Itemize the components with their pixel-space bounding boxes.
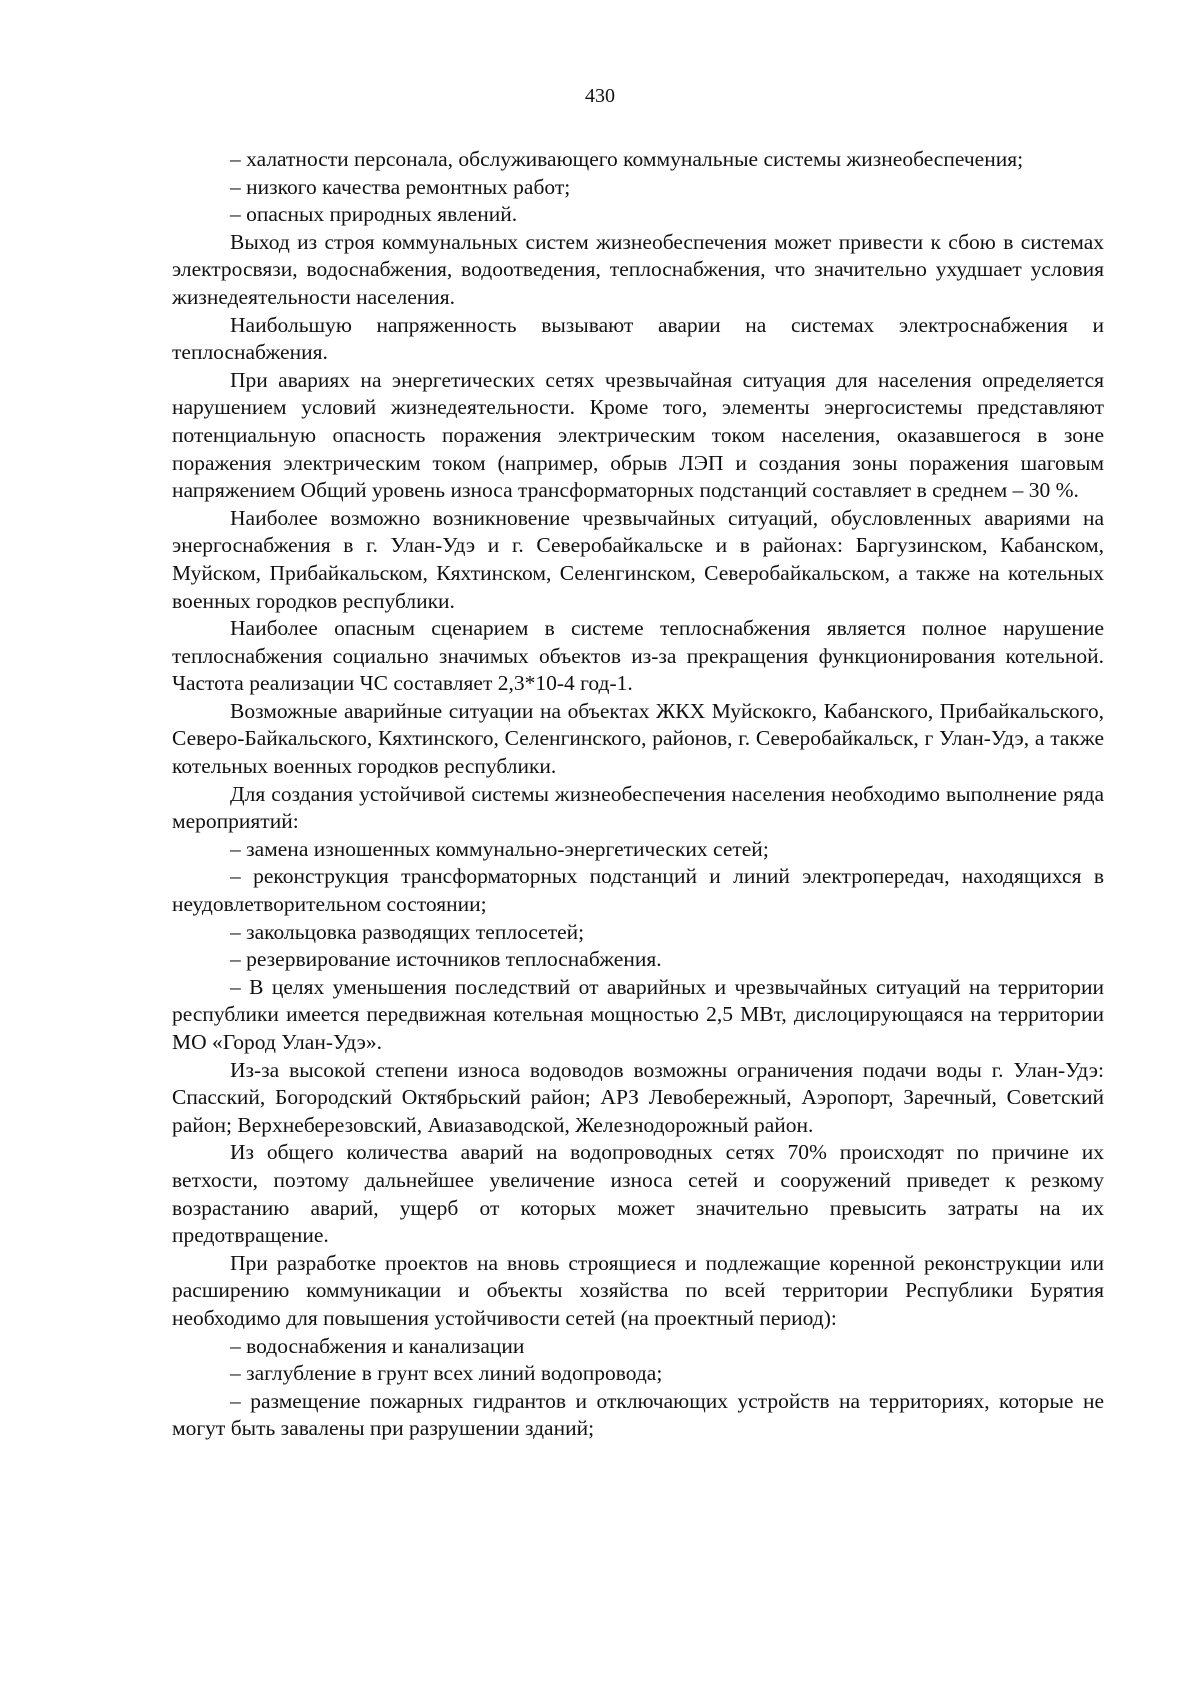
- list-item: – низкого качества ремонтных работ;: [230, 174, 571, 199]
- paragraph: Для создания устойчивой системы жизнеобеспечения населения необходимо выполнение ряда мероприятий:: [172, 781, 1104, 834]
- paragraph: Возможные аварийные ситуации на объектах ЖКХ Муйскокго, Кабанского, Прибайкальского, Северо-Байкальского, Кяхтинского, Селенгинского, районов, г. Северобайкальск, г Улан-Удэ, а также котельных военных городков республики.: [172, 698, 1104, 779]
- paragraph: Из-за высокой степени износа водоводов возможны ограничения подачи воды г. Улан-Удэ: Спасский, Богородский Октябрьский район; АРЗ Левобережный, Аэропорт, Заречный, Советский район; Верхнеберезовский, Авиазаводской, Железнодорожный район.: [172, 1057, 1104, 1137]
- list-item: – реконструкция трансформаторных подстанций и линий электропередач, находящихся в неудовлетворительном состоянии;: [172, 864, 1104, 917]
- paragraph: При авариях на энергетических сетях чрезвычайная ситуация для населения определяется нарушением условий жизнедеятельности. Кроме того, элементы энергосистемы представляют потенциальную опасность поражения электрическим током населения, оказавшегося в зоне поражения электрическим током (например, обрыв ЛЭП и создания зоны поражения шаговым напряжением Общий уровень износа трансформаторных подстанций составляет в среднем – 30 %.: [172, 367, 1104, 503]
- list-item: – халатности персонала, обслуживающего коммунальные системы жизнеобеспечения;: [230, 147, 1024, 171]
- paragraph: Наибольшую напряженность вызывают аварии на системах электроснабжения и теплоснабжения.: [172, 312, 1104, 365]
- list-item: – закольцовка разводящих теплосетей;: [230, 919, 585, 944]
- page-number: 430: [585, 85, 615, 107]
- paragraph: Выход из строя коммунальных систем жизнеобеспечения может привести к сбою в системах электросвязи, водоснабжения, водоотведения, теплоснабжения, что значительно ухудшает условия жизнедеятельности населения.: [172, 229, 1104, 309]
- list-item: – опасных природных явлений.: [230, 202, 518, 227]
- paragraph: Из общего количества аварий на водопроводных сетях 70% происходят по причине их ветхости, поэтому дальнейшее увеличение износа сетей и сооружений приведет к резкому возрастанию аварий, ущерб от которых может значительно превысить затраты на их предотвращение.: [172, 1140, 1104, 1248]
- paragraph: При разработке проектов на вновь строящиеся и подлежащие коренной реконструкции или расширению коммуникации и объекты хозяйства по всей территории Республики Бурятия необходимо для повышения устойчивости сетей (на проектный период):: [172, 1250, 1104, 1330]
- paragraph: Наиболее опасным сценарием в системе теплоснабжения является полное нарушение теплоснабжения социально значимых объектов из-за прекращения функционирования котельной. Частота реализации ЧС составляет 2,3*10-4 год-1.: [172, 616, 1104, 696]
- paragraph: Наиболее возможно возникновение чрезвычайных ситуаций, обусловленных авариями на энергоснабжения в г. Улан-Удэ и г. Северобайкальске и в районах: Баргузинском, Кабанском, Муйском, Прибайкальском, Кяхтинском, Селенгинском, Северобайкальском, а также на котельных военных городков республики.: [172, 505, 1104, 613]
- list-item: – резервирование источников теплоснабжения.: [230, 947, 662, 972]
- list-item: – заглубление в грунт всех линий водопровода;: [230, 1361, 663, 1386]
- list-item: – водоснабжения и канализации: [230, 1333, 525, 1358]
- document-body: [172, 146, 1104, 1443]
- list-item: – В целях уменьшения последствий от аварийных и чрезвычайных ситуаций на территории республики имеется передвижная котельная мощностью 2,5 МВт, дислоцирующаяся на территории МО «Город Улан-Удэ».: [172, 974, 1104, 1054]
- list-item: – замена изношенных коммунально-энергетических сетей;: [230, 836, 769, 861]
- list-item: – размещение пожарных гидрантов и отключающих устройств на территориях, которые не могут быть завалены при разрушении зданий;: [172, 1388, 1104, 1441]
